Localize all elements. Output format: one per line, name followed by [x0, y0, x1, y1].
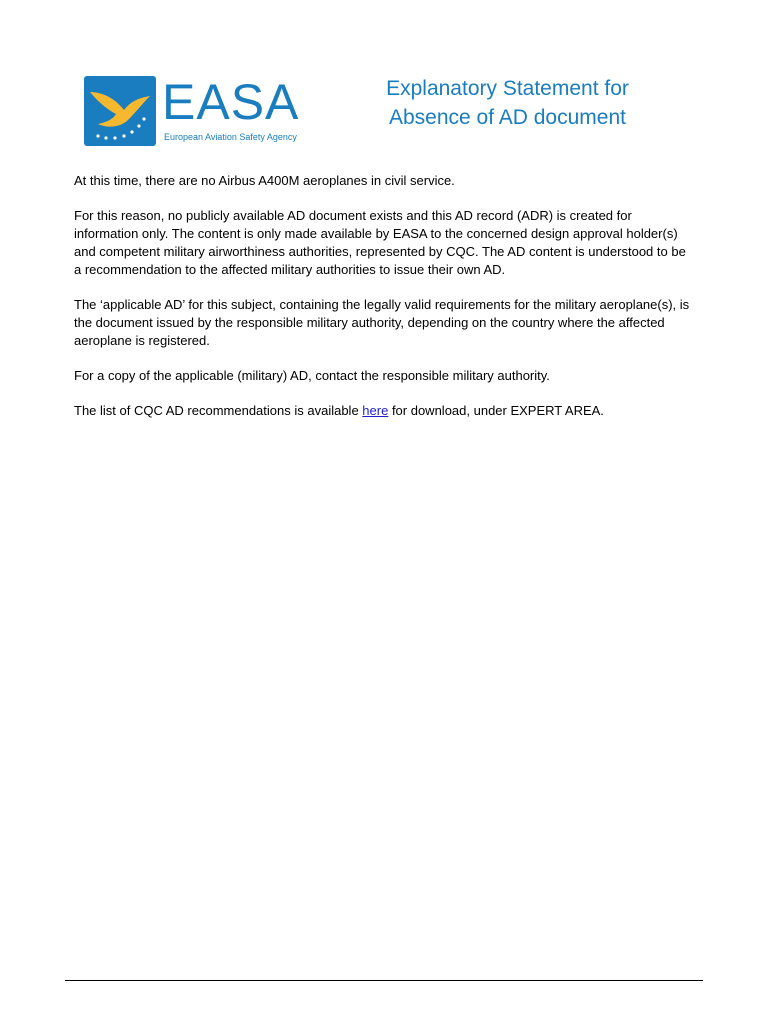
- logo-subtitle: European Aviation Safety Agency: [164, 132, 297, 142]
- title-line-2: Absence of AD document: [389, 106, 626, 129]
- document-body: [74, 172, 694, 437]
- document-title: [340, 74, 675, 132]
- logo-wordmark: EASA: [162, 74, 300, 130]
- paragraph-5-text-after: for download, under EXPERT AREA.: [388, 403, 604, 418]
- paragraph-5: [74, 402, 694, 420]
- paragraph-4: For a copy of the applicable (military) AD, contact the responsible military authority.: [74, 368, 550, 383]
- easa-logo: [84, 76, 304, 148]
- paragraph-5-text-before: The list of CQC AD recommendations is available: [74, 403, 363, 418]
- bird-emblem-icon: [84, 76, 156, 146]
- paragraph-2: For this reason, no publicly available AD document exists and this AD record (ADR) is created for information only. The content is only made available by EASA to the concerned design approval holder(s) and competent military airworthiness authorities, represented by CQC. The AD content is understood to be a recommendation to the affected military authorities to issue their own AD.: [74, 208, 686, 277]
- footer-divider: [65, 980, 703, 981]
- title-line-1: Explanatory Statement for: [386, 77, 629, 100]
- paragraph-1: At this time, there are no Airbus A400M aeroplanes in civil service.: [74, 173, 455, 188]
- paragraph-3: The ‘applicable AD’ for this subject, containing the legally valid requirements for the military aeroplane(s), is the document issued by the responsible military authority, depending on the country where the affected aeroplane is registered.: [74, 297, 690, 348]
- download-link[interactable]: here: [362, 403, 389, 418]
